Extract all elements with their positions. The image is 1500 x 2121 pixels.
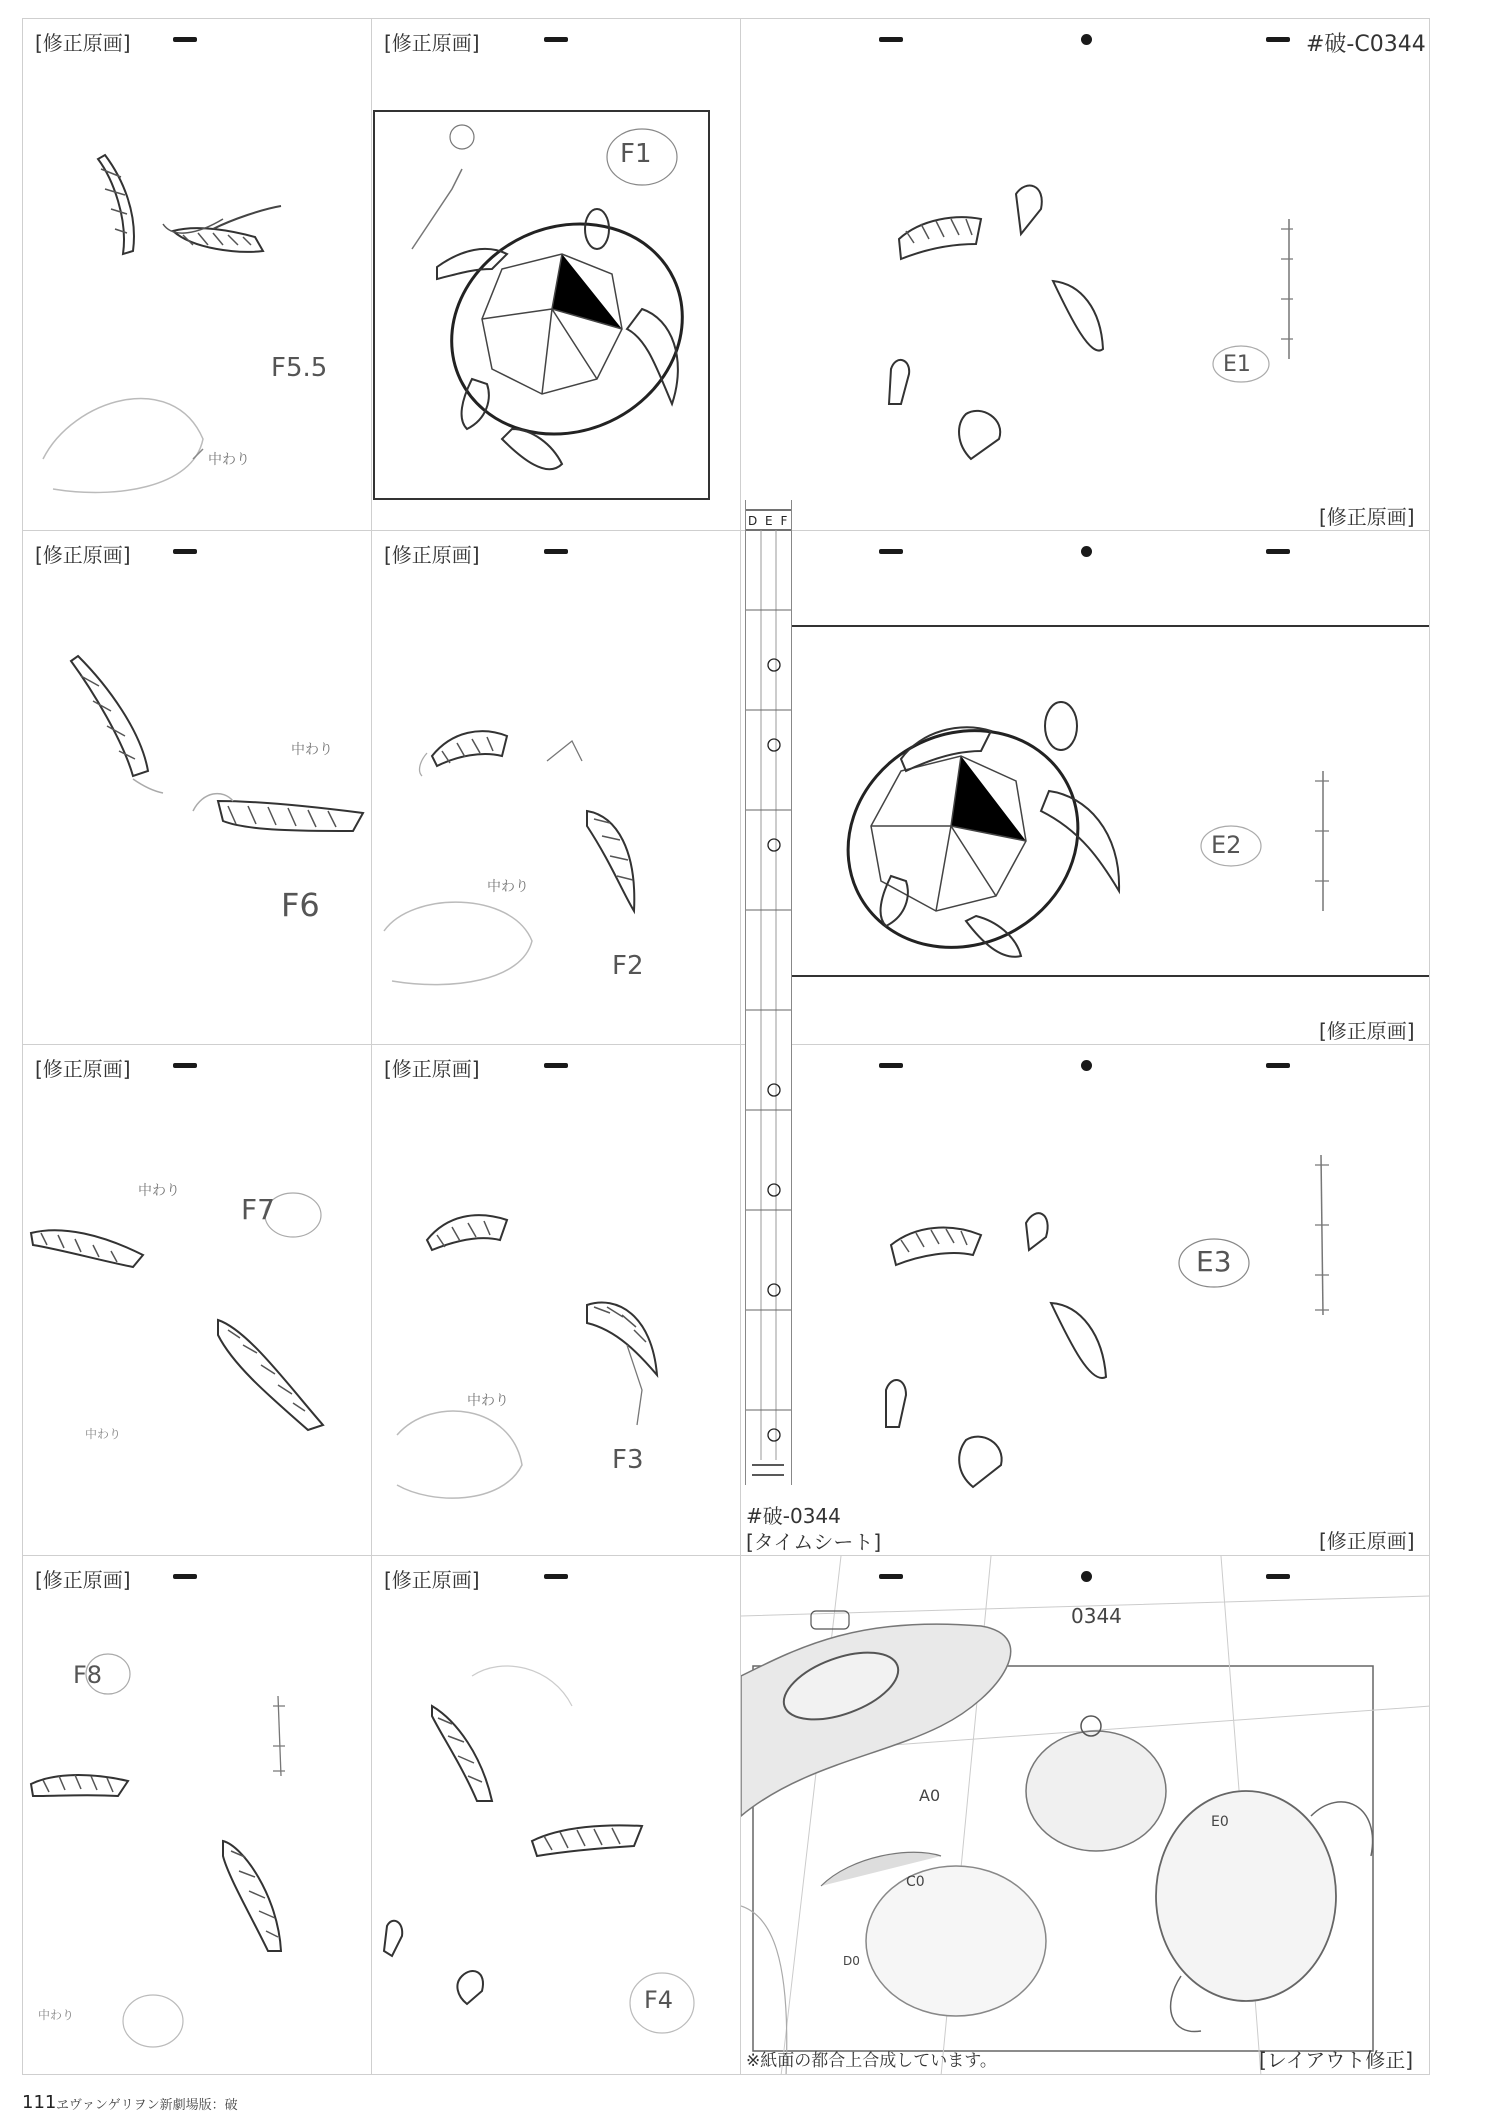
timesheet-grid bbox=[746, 500, 791, 1485]
corrected-genga-label: [修正原画] bbox=[35, 1057, 131, 1081]
flipper-sketch bbox=[23, 531, 372, 1045]
cell-r1c3 bbox=[740, 18, 1430, 531]
layout-sketch bbox=[741, 1556, 1430, 2075]
corrected-genga-label: [修正原画] bbox=[384, 31, 480, 55]
frame-note: F3 bbox=[612, 1445, 644, 1475]
flipper-sketch bbox=[741, 19, 1430, 531]
composite-note: ※紙面の都合上合成しています。 bbox=[746, 2051, 997, 2071]
corrected-genga-label: [修正原画] bbox=[1319, 505, 1415, 529]
cell-r2c3 bbox=[740, 530, 1430, 1045]
cell-r2c1 bbox=[22, 530, 372, 1045]
corrected-genga-label: [修正原画] bbox=[35, 1568, 131, 1592]
flipper-sketch bbox=[23, 19, 372, 531]
flipper-sketch bbox=[23, 1045, 372, 1556]
layout-cut-number: 0344 bbox=[1071, 1604, 1122, 1628]
frame-note: E2 bbox=[1211, 831, 1242, 859]
inbetween-note: 中わり bbox=[467, 1393, 509, 1409]
flipper-sketch bbox=[372, 1556, 741, 2075]
frame-note: F2 bbox=[612, 951, 644, 981]
layout-cell-c: C0 bbox=[906, 1874, 925, 1890]
timesheet-header: D E F bbox=[748, 514, 790, 528]
inbetween-note: 中わり bbox=[38, 2008, 75, 2022]
frame-note: F1 bbox=[620, 139, 652, 169]
inbetween-note: 中わり bbox=[291, 742, 333, 758]
layout-correction-label: [レイアウト修正] bbox=[1259, 2048, 1414, 2072]
timesheet-label: [タイムシート] bbox=[746, 1530, 882, 1554]
flipper-sketch bbox=[372, 531, 741, 1045]
frame-note: F6 bbox=[281, 886, 320, 924]
layout-cell-a: A0 bbox=[919, 1786, 941, 1805]
layout-cell-d: D0 bbox=[843, 1954, 860, 1968]
cut-number: #破-C0344 bbox=[1306, 32, 1426, 57]
flipper-sketch bbox=[741, 1045, 1430, 1556]
corrected-genga-label: [修正原画] bbox=[384, 543, 480, 567]
book-title: ヱヴァンゲリヲン新劇場版：破 bbox=[56, 2098, 238, 2113]
page-number: 111 bbox=[22, 2092, 57, 2113]
corrected-genga-label: [修正原画] bbox=[384, 1057, 480, 1081]
cell-r4c2 bbox=[371, 1555, 741, 2075]
cell-r3c2 bbox=[371, 1044, 741, 1556]
timesheet-cut-number: #破-0344 bbox=[746, 1504, 841, 1528]
cell-r1c2 bbox=[371, 18, 741, 531]
cell-r1c1 bbox=[22, 18, 372, 531]
corrected-genga-label: [修正原画] bbox=[35, 543, 131, 567]
flipper-sketch bbox=[23, 1556, 372, 2075]
layout-cell-e: E0 bbox=[1211, 1814, 1229, 1830]
inbetween-note: 中わり bbox=[487, 879, 529, 895]
timesheet-strip bbox=[745, 500, 792, 1485]
frame-note: F8 bbox=[73, 1661, 103, 1689]
cell-r4c3 bbox=[740, 1555, 1430, 2075]
frame-note: F7 bbox=[241, 1193, 275, 1226]
frame-note: E3 bbox=[1196, 1245, 1232, 1278]
turtle-sketch bbox=[372, 19, 741, 531]
inbetween-note: 中わり bbox=[85, 1427, 122, 1441]
frame-note: F5.5 bbox=[271, 353, 328, 383]
corrected-genga-label: [修正原画] bbox=[35, 31, 131, 55]
inbetween-note: 中わり bbox=[208, 452, 250, 468]
flipper-sketch bbox=[372, 1045, 741, 1556]
cell-r3c1 bbox=[22, 1044, 372, 1556]
corrected-genga-label: [修正原画] bbox=[1319, 1529, 1415, 1553]
cell-r2c2 bbox=[371, 530, 741, 1045]
frame-note: E1 bbox=[1223, 352, 1251, 377]
inbetween-note: 中わり bbox=[138, 1183, 180, 1199]
frame-note: F4 bbox=[644, 1986, 674, 2014]
turtle-sketch bbox=[741, 531, 1430, 1045]
corrected-genga-label: [修正原画] bbox=[1319, 1019, 1415, 1043]
cell-r4c1 bbox=[22, 1555, 372, 2075]
cell-r3c3 bbox=[740, 1044, 1430, 1556]
corrected-genga-label: [修正原画] bbox=[384, 1568, 480, 1592]
